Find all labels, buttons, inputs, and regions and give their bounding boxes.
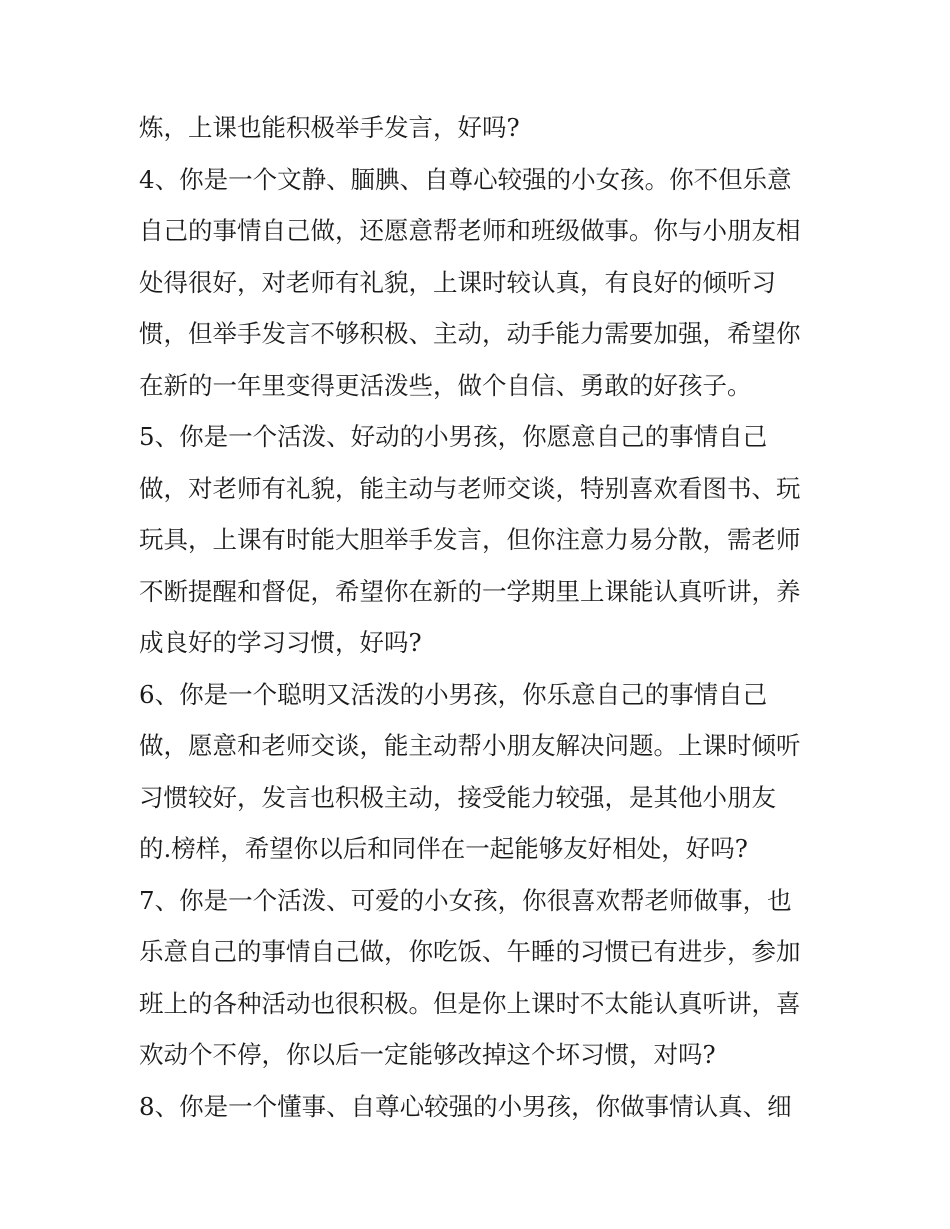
text-line: 炼，上课也能积极举手发言，好吗? [139, 113, 520, 142]
text-line: 玩具，上课有时能大胆举手发言，但你注意力易分散，需老师 [139, 525, 801, 554]
text-line: 处得很好，对老师有礼貌，上课时较认真，有良好的倾听习 [139, 267, 776, 297]
text-line: 的.榜样，希望你以后和同伴在一起能够友好相处，好吗? [139, 834, 748, 863]
document-body [139, 102, 829, 1132]
text-line: 习惯较好，发言也积极主动，接受能力较强，是其他小朋友 [139, 782, 776, 812]
text-line: 自己的事情自己做，还愿意帮老师和班级做事。你与小朋友相 [139, 216, 801, 245]
text-line: 惯，但举手发言不够积极、主动，动手能力需要加强，希望你 [139, 319, 801, 348]
text-line: 7、你是一个活泼、可爱的小女孩，你很喜欢帮老师做事，也 [139, 885, 792, 915]
text-line: 5、你是一个活泼、好动的小男孩，你愿意自己的事情自己 [139, 422, 768, 451]
text-line: 4、你是一个文静、腼腆、自尊心较强的小女孩。你不但乐意 [139, 164, 792, 194]
text-line: 在新的一年里变得更活泼些，做个自信、勇敢的好孩子。 [139, 370, 752, 400]
text-line: 做，愿意和老师交谈，能主动帮小朋友解决问题。上课时倾听 [139, 731, 801, 760]
text-line: 班上的各种活动也很积极。但是你上课时不太能认真听讲，喜 [139, 988, 801, 1018]
text-line: 成良好的学习习惯，好吗? [139, 628, 422, 657]
text-line: 乐意自己的事情自己做，你吃饭、午睡的习惯已有进步，参加 [139, 937, 801, 966]
text-line: 做，对老师有礼貌，能主动与老师交谈，特别喜欢看图书、玩 [139, 473, 801, 503]
text-line: 不断提醒和督促，希望你在新的一学期里上课能认真听讲，养 [139, 576, 801, 606]
text-line: 欢动个不停，你以后一定能够改掉这个坏习惯，对吗? [139, 1040, 716, 1069]
text-line: 8、你是一个懂事、自尊心较强的小男孩，你做事情认真、细 [139, 1091, 792, 1121]
text-line: 6、你是一个聪明又活泼的小男孩，你乐意自己的事情自己 [139, 679, 768, 709]
